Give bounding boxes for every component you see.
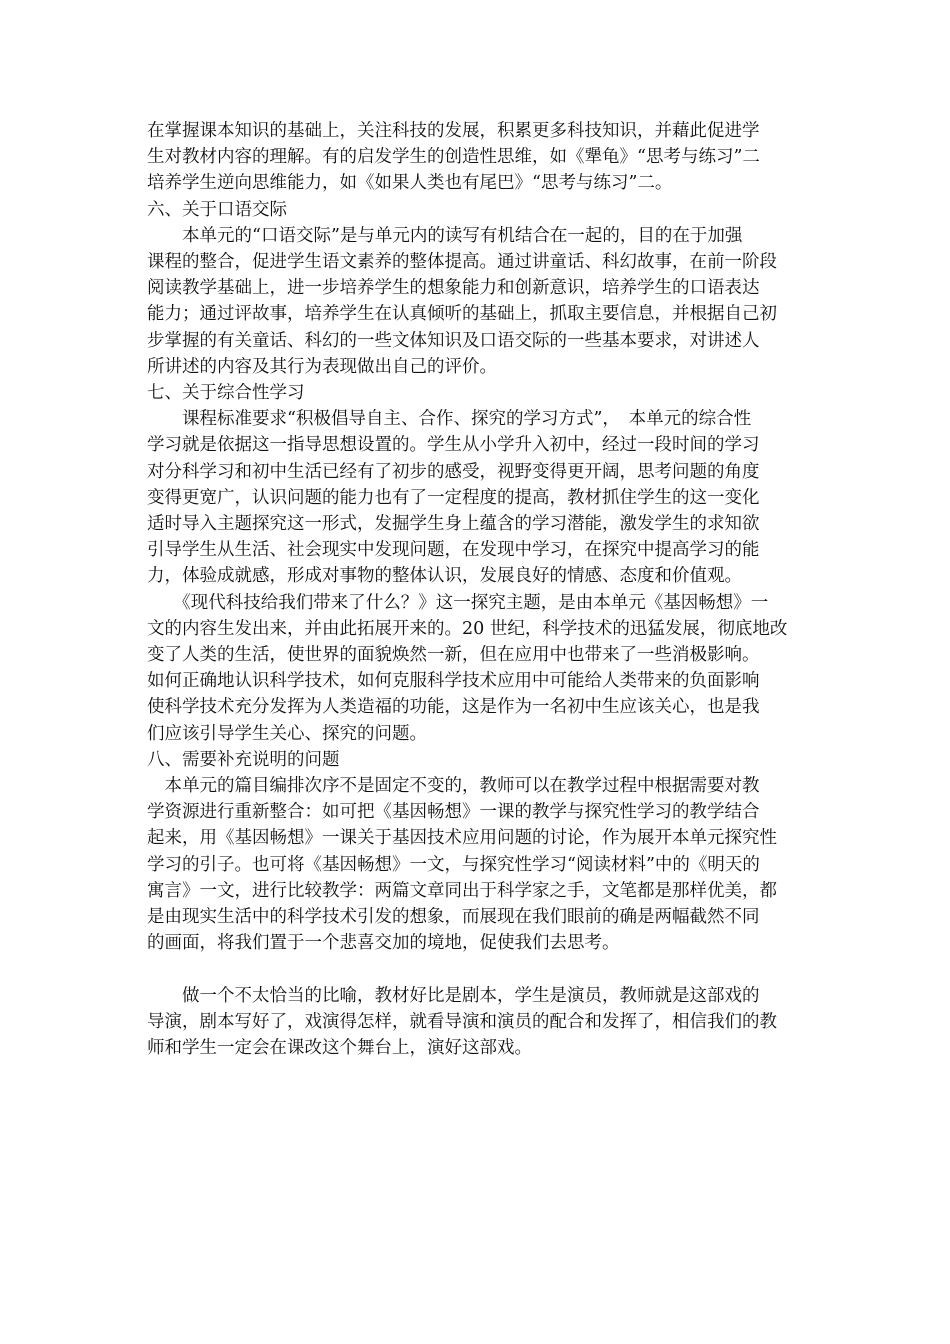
section-heading (147, 380, 812, 406)
text-line: 变得更宽广，认识问题的能力也有了一定程度的提高，教材抓住学生的这一变化 (147, 487, 760, 508)
text-line: 步掌握的有关童话、科幻的一些文体知识及口语交际的一些基本要求，对讲述人 (147, 330, 760, 351)
paragraph-spacer (147, 957, 812, 983)
text-line: 们应该引导学生关心、探究的问题。 (147, 723, 427, 744)
text-line: 学习就是依据这一指导思想设置的。学生从小学升入初中，经过一段时间的学习 (147, 435, 760, 456)
text-line: 使科学技术充分发挥为人类造福的功能，这是作为一名初中生应该关心，也是我 (147, 697, 760, 718)
text-line: 力，体验成就感，形成对事物的整体认识，发展良好的情感、态度和价值观。 (147, 566, 742, 587)
text-line: 本单元的篇目编排次序不是固定不变的，教师可以在教学过程中根据需要对教 (147, 776, 760, 797)
text-line: 课程标准要求“积极倡导自主、合作、探究的学习方式”， 本单元的综合性 (147, 409, 752, 430)
heading-text: 八、需要补充说明的问题 (147, 749, 340, 770)
text-line: 在掌握课本知识的基础上，关注科技的发展，积累更多科技知识，并藉此促进学 (147, 121, 760, 141)
text-line: 引导学生从生活、社会现实中发现问题，在发现中学习，在探究中提高学习的能 (147, 540, 760, 561)
text-line: 《现代科技给我们带来了什么？》这一探究主题，是由本单元《基因畅想》一 (147, 592, 769, 613)
text-line: 阅读教学基础上，进一步培养学生的想象能力和创新意识，培养学生的口语表达 (147, 278, 760, 299)
section-heading (147, 747, 812, 773)
document-page (147, 118, 812, 1061)
paragraph (147, 406, 812, 589)
paragraph (147, 118, 812, 197)
text-line: 学资源进行重新整合：如可把《基因畅想》一课的教学与探究性学习的教学结合 (147, 802, 760, 823)
text-line: 文的内容生发出来，并由此拓展开来的。20 世纪，科学技术的迅猛发展，彻底地改 (147, 618, 788, 639)
text-line: 做一个不太恰当的比喻，教材好比是剧本，学生是演员，教师就是这部戏的 (147, 985, 760, 1006)
paragraph (147, 590, 812, 747)
paragraph (147, 773, 812, 956)
text-line: 变了人类的生活，使世界的面貌焕然一新，但在应用中也带来了一些消极影响。 (147, 645, 760, 666)
text-line: 能力；通过评故事，培养学生在认真倾听的基础上，抓取主要信息，并根据自己初 (147, 304, 777, 325)
text-line: 的画面，将我们置于一个悲喜交加的境地，促使我们去思考。 (147, 933, 620, 954)
text-line: 所讲述的内容及其行为表现做出自己的评价。 (147, 356, 497, 377)
paragraph (147, 223, 812, 380)
text-line: 课程的整合，促进学生语文素养的整体提高。通过讲童话、科幻故事，在前一阶段 (147, 252, 777, 273)
heading-text: 七、关于综合性学习 (147, 383, 305, 404)
text-line: 适时导入主题探究这一形式，发掘学生身上蕴含的学习潜能，激发学生的求知欲 (147, 514, 760, 535)
text-line: 本单元的“口语交际”是与单元内的读写有机结合在一起的，目的在于加强 (147, 225, 743, 246)
heading-text: 六、关于口语交际 (147, 199, 287, 220)
text-line: 对分科学习和初中生活已经有了初步的感受，视野变得更开阔，思考问题的角度 (147, 461, 760, 482)
text-line: 学习的引子。也可将《基因畅想》一文，与探究性学习“阅读材料”中的《明天的 (147, 854, 760, 875)
paragraph (147, 983, 812, 1062)
text-line: 培养学生逆向思维能力，如《如果人类也有尾巴》“思考与练习”二。 (147, 173, 673, 194)
text-line: 师和学生一定会在课改这个舞台上，演好这部戏。 (147, 1038, 532, 1059)
text-line: 如何正确地认识科学技术，如何克服科学技术应用中可能给人类带来的负面影响 (147, 671, 760, 692)
text-line: 是由现实生活中的科学技术引发的想象，而展现在我们眼前的确是两幅截然不同 (147, 907, 760, 928)
section-heading (147, 197, 812, 223)
text-line: 导演，剧本写好了，戏演得怎样，就看导演和演员的配合和发挥了，相信我们的教 (147, 1011, 777, 1032)
text-line: 生对教材内容的理解。有的启发学生的创造性思维，如《犟龟》“思考与练习”二 (147, 147, 760, 168)
text-line: 起来，用《基因畅想》一课关于基因技术应用问题的讨论，作为展开本单元探究性 (147, 828, 777, 849)
text-line: 寓言》一文，进行比较教学：两篇文章同出于科学家之手，文笔都是那样优美，都 (147, 880, 777, 901)
